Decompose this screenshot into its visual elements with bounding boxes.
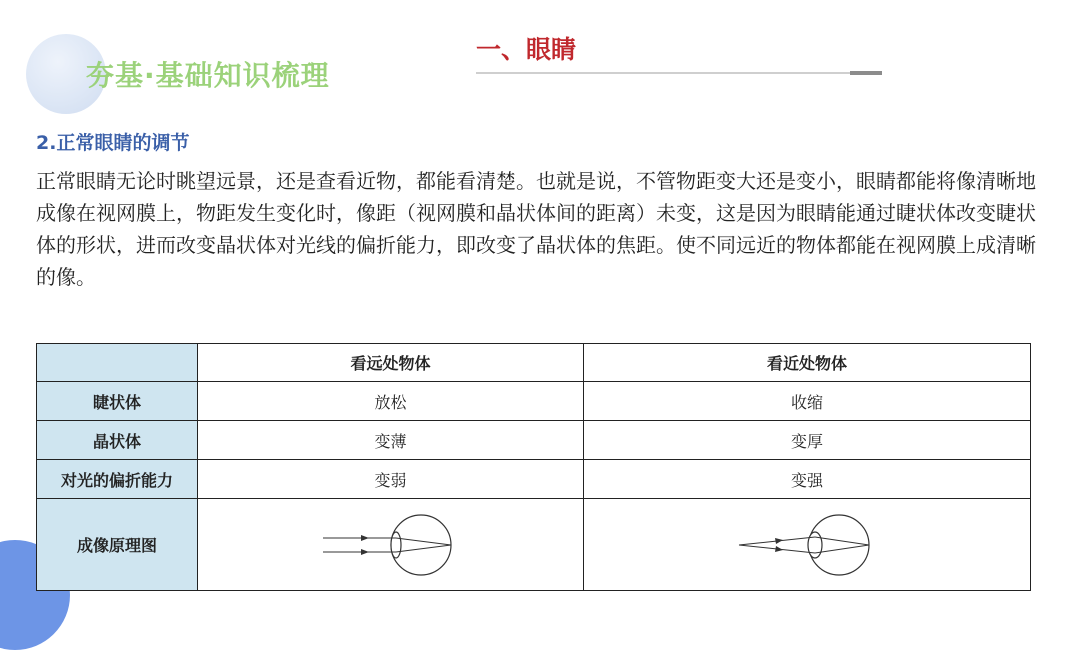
cell-near-ciliary: 收缩 xyxy=(584,382,1031,421)
row-label-ciliary-body: 睫状体 xyxy=(37,382,198,421)
sub-heading: 2.正常眼睛的调节 xyxy=(36,132,190,154)
table-corner-cell xyxy=(37,344,198,382)
eye-adjustment-table xyxy=(36,343,1031,591)
table-row xyxy=(37,460,1031,499)
header-far-object: 看远处物体 xyxy=(198,344,584,382)
cell-far-diagram xyxy=(198,499,584,591)
cell-far-refraction: 变弱 xyxy=(198,460,584,499)
table-row xyxy=(37,499,1031,591)
row-label-imaging-diagram: 成像原理图 xyxy=(37,499,198,591)
title-underline xyxy=(476,72,881,74)
table-row xyxy=(37,382,1031,421)
brand-title: 夯基·基础知识梳理 xyxy=(86,59,330,92)
cell-near-refraction: 变强 xyxy=(584,460,1031,499)
cell-near-diagram xyxy=(584,499,1031,591)
title-underline-accent xyxy=(850,71,882,75)
body-paragraph: 正常眼睛无论时眺望远景，还是查看近物，都能看清楚。也就是说，不管物距变大还是变小，眼睛都能将像清晰地成像在视网膜上，物距发生变化时，像距（视网膜和晶状体间的距离）未变，这是因为眼睛能通过睫状体改变睫状体的形状，进而改变晶状体对光线的偏折能力，即改变了晶状体的焦距。使不同远近的物体都能在视网膜上成清晰的像。 xyxy=(36,169,1036,289)
eye-diverging-rays-diagram-icon xyxy=(737,510,877,580)
table-header-row xyxy=(37,344,1031,382)
table-row xyxy=(37,421,1031,460)
row-label-refraction: 对光的偏折能力 xyxy=(37,460,198,499)
cell-near-lens: 变厚 xyxy=(584,421,1031,460)
row-label-lens: 晶状体 xyxy=(37,421,198,460)
header-near-object: 看近处物体 xyxy=(584,344,1031,382)
eye-parallel-rays-diagram-icon xyxy=(321,510,461,580)
cell-far-lens: 变薄 xyxy=(198,421,584,460)
cell-far-ciliary: 放松 xyxy=(198,382,584,421)
section-title: 一、眼睛 xyxy=(476,35,577,64)
